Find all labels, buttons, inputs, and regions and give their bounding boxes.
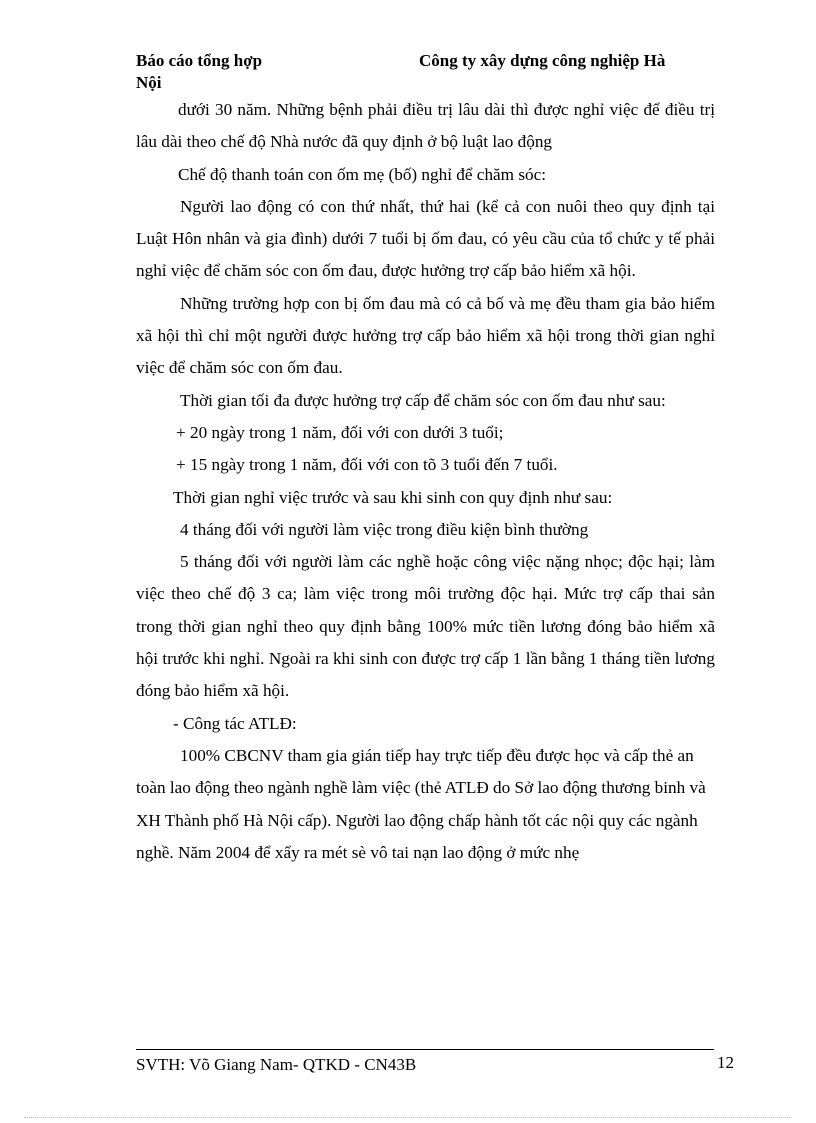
paragraph-child-sick-heading: Chế độ thanh toán con ốm mẹ (bố) nghỉ để chăm sóc:	[178, 164, 547, 184]
header-company-name: Công ty xây dựng công nghiệp Hà	[419, 51, 666, 70]
paragraph-four-months: 4 tháng đối với người làm việc trong điều kiện bình thường	[180, 519, 589, 539]
section-heading-atld: - Công tác ATLĐ:	[173, 713, 297, 733]
list-item-3-to-7: + 15 ngày trong 1 năm, đối với con tõ 3 tuổi đến 7 tuổi.	[176, 455, 558, 475]
paragraph-both-parents: Những trường hợp con bị ốm đau mà có cả bố và mẹ đều tham gia bảo hiểm xã hội thì chỉ một người được hưởng trợ cấp bảo hiểm xã hội trong thời gian nghỉ việc để chăm sóc con ốm đau.	[136, 293, 715, 378]
footer-author: SVTH: Võ Giang Nam- QTKD - CN43B	[136, 1055, 417, 1074]
paragraph-maternity-heading: Thời gian nghỉ việc trước và sau khi sinh con quy định như sau:	[173, 487, 613, 507]
paragraph-continuation: dưới 30 năm. Những bệnh phải điều trị lâu dài thì được nghỉ việc để điều trị lâu dài theo chế độ Nhà nước đã quy định ở bộ luật lao động	[136, 100, 715, 152]
page-number: 12	[717, 1053, 734, 1072]
document-body	[136, 94, 715, 869]
paragraph-child-sick-eligibility: Người lao động có con thứ nhất, thứ hai (kể cả con nuôi theo quy định tại Luật Hôn nhân và gia đình) dưới 7 tuổi bị ốm đau, có yêu cầu của tổ chức y tế phải nghỉ việc để chăm sóc con ốm đau, được hưởng trợ cấp bảo hiểm xã hội.	[136, 196, 715, 281]
list-item-under-3: + 20 ngày trong 1 năm, đối với con dưới 3 tuổi;	[176, 422, 504, 442]
header-report-title: Báo cáo tổng hợp	[136, 51, 263, 70]
footer-divider	[136, 1049, 714, 1050]
page-edge-divider	[24, 1117, 792, 1118]
header-company-name-wrap: Nội	[136, 73, 162, 92]
paragraph-five-months: 5 tháng đối với người làm các nghề hoặc công việc nặng nhọc; độc hại; làm việc theo chế độ 3 ca; làm việc trong môi trường độc hại. Mức trợ cấp thai sản trong thời gian nghỉ theo quy định bằng 100% mức tiền lương đóng bảo hiểm xã hội trước khi nghỉ. Ngoài ra khi sinh con được trợ cấp 1 lần bằng 1 tháng tiền lương đóng bảo hiểm xã hội.	[136, 552, 715, 701]
paragraph-max-time: Thời gian tối đa được hưởng trợ cấp để chăm sóc con ốm đau như sau:	[180, 390, 666, 410]
paragraph-atld-detail: 100% CBCNV tham gia gián tiếp hay trực tiếp đều được học và cấp thẻ an toàn lao động theo ngành nghề làm việc (thẻ ATLĐ do Sở lao động thương binh và XH Thành phố Hà Nội cấp). Người lao động chấp hành tốt các nội quy các ngành nghề. Năm 2004 để xẩy ra mét sè vô tai nạn lao động ở mức nhẹ	[136, 745, 706, 862]
